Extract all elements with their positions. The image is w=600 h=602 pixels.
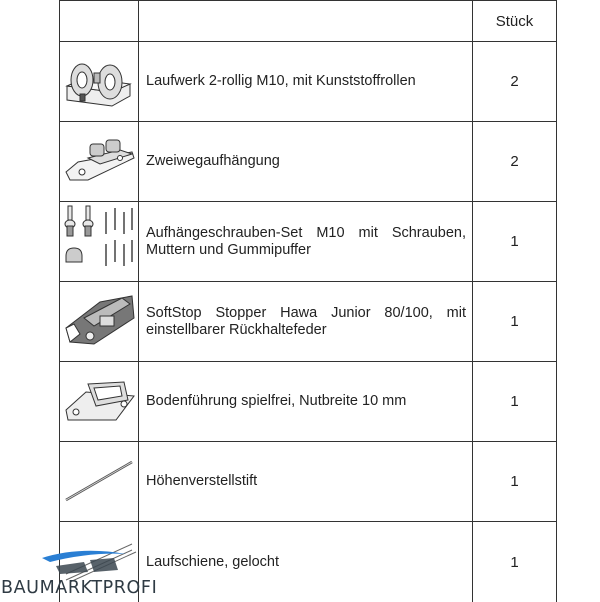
brand-name: BAUMARKTPROFI: [1, 578, 157, 598]
table-row: [60, 202, 557, 282]
row-image-cell: [60, 122, 139, 202]
row-image-cell: [60, 282, 139, 362]
floor-guide-icon: [60, 362, 138, 441]
screw-set-icon: [60, 202, 138, 281]
row-description: Aufhängeschrauben-Set M10 mit Schrauben, Muttern und Gummipuffer: [139, 202, 473, 282]
table-row: [60, 42, 557, 122]
row-description: Laufschiene, gelocht: [139, 522, 473, 602]
table-row: [60, 362, 557, 442]
row-description: Zweiwegaufhängung: [139, 122, 473, 202]
row-image-cell: [60, 42, 139, 122]
row-quantity: 1: [473, 362, 557, 442]
table-row: [60, 282, 557, 362]
roller-carriage-icon: [60, 42, 138, 121]
header-qty-label: Stück: [473, 1, 557, 42]
header-description-cell: [139, 1, 473, 42]
row-image-cell: [60, 362, 139, 442]
row-quantity: 1: [473, 282, 557, 362]
height-adjust-pin-icon: [60, 442, 138, 521]
row-quantity: 1: [473, 522, 557, 602]
row-image-cell: [60, 442, 139, 522]
brand-watermark: [0, 548, 170, 600]
row-description: Bodenführung spielfrei, Nutbreite 10 mm: [139, 362, 473, 442]
row-image-cell: [60, 202, 139, 282]
softstop-stopper-icon: [60, 282, 138, 361]
row-description: Höhenverstellstift: [139, 442, 473, 522]
row-description: SoftStop Stopper Hawa Junior 80/100, mit einstellbarer Rückhaltefeder: [139, 282, 473, 362]
row-description: Laufwerk 2-rollig M10, mit Kunststoffrollen: [139, 42, 473, 122]
table-header-row: [60, 1, 557, 42]
brand-swoosh-icon: [40, 548, 130, 574]
suspension-bracket-icon: [60, 122, 138, 201]
table-row: [60, 442, 557, 522]
row-quantity: 2: [473, 42, 557, 122]
row-quantity: 2: [473, 122, 557, 202]
table-row: [60, 122, 557, 202]
header-image-cell: [60, 1, 139, 42]
row-quantity: 1: [473, 442, 557, 522]
parts-table: [59, 0, 557, 602]
row-quantity: 1: [473, 202, 557, 282]
